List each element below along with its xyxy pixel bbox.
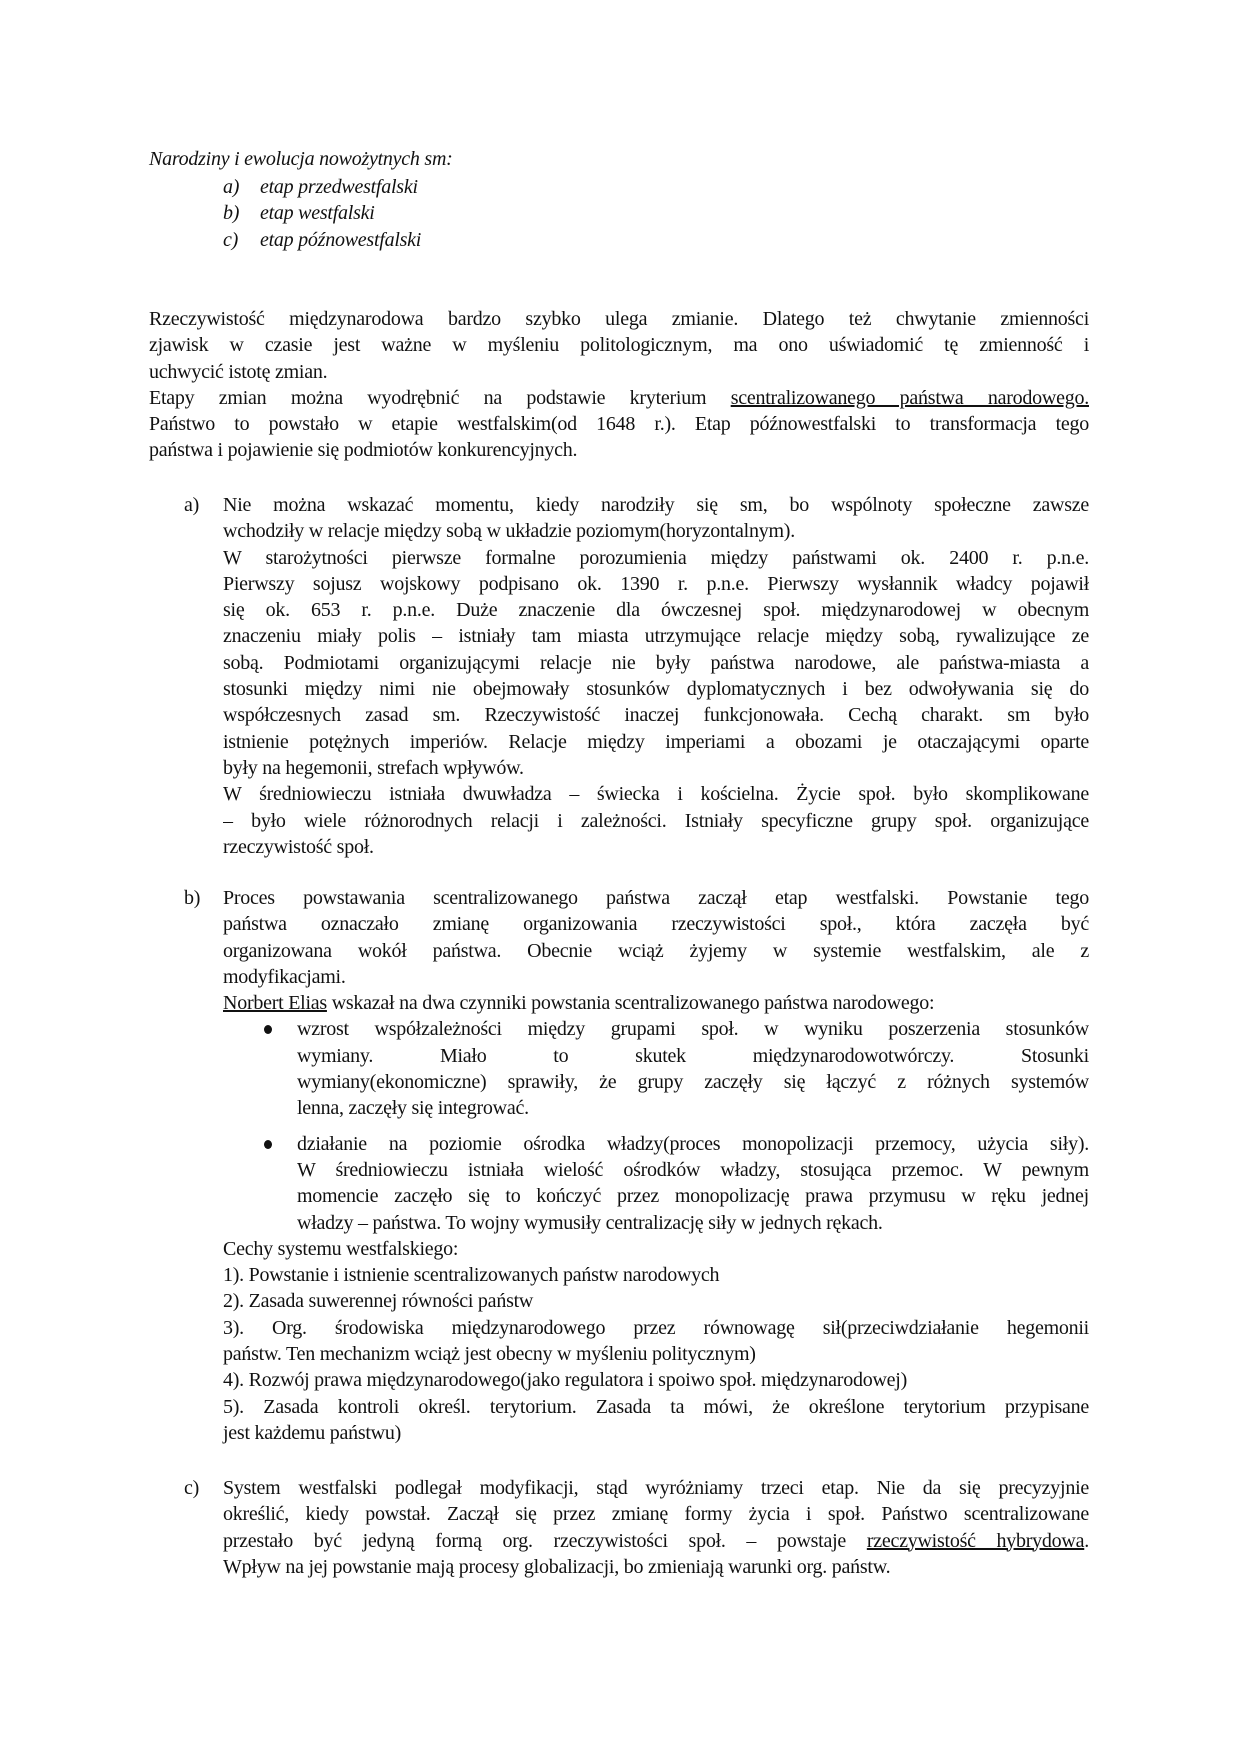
text-line	[149, 332, 1089, 358]
text-line	[223, 597, 1089, 623]
text-segment: działanie na poziomie ośrodka władzy(proces monopolizacji przemocy, użycia siły).	[297, 1132, 1089, 1155]
text-segment: Proces powstawania scentralizowanego państwa zaczął etap westfalski. Powstanie tego	[223, 887, 1089, 909]
text-line	[223, 729, 1089, 755]
text-segment: sobą. Podmiotami organizującymi relacje nie były państwa narodowe, ale państwa-miasta a	[223, 651, 1089, 674]
bullet-item	[297, 1016, 1089, 1121]
text-segment: współczesnych zasad sm. Rzeczywistość inaczej funkcjonowała. Cechą charakt. sm było	[223, 704, 1089, 727]
list-marker: c)	[223, 228, 239, 251]
text-line	[223, 676, 1089, 702]
text-line	[223, 1501, 1089, 1527]
text-line	[223, 755, 1089, 781]
text-line	[297, 1069, 1089, 1095]
text-line	[223, 702, 1089, 728]
section-c	[184, 1475, 1089, 1580]
text-line	[297, 1131, 1089, 1157]
text-segment: lenna, zaczęły się integrować.	[297, 1097, 529, 1120]
text-segment: wzrost współzależności między grupami społ. w wyniku poszerzenia stosunków	[297, 1018, 1089, 1041]
bullet-item	[297, 1131, 1089, 1236]
text-line	[149, 359, 1089, 385]
text-segment: wchodziły w relacje między sobą w układzie poziomym(horyzontalnym).	[223, 520, 795, 543]
list-text: etap westfalski	[260, 202, 375, 225]
list-marker: a)	[223, 176, 240, 198]
bullet-text	[297, 1131, 1089, 1236]
text-line	[223, 1528, 1089, 1554]
bullet-icon	[264, 1025, 272, 1034]
text-segment: Rzeczywistość międzynarodowa bardzo szybko ulega zmianie. Dlatego też chwytanie zmienności	[149, 308, 1089, 330]
text-segment: 3). Org. środowiska międzynarodowego przez równowagę sił(przeciwdziałanie hegemonii	[223, 1316, 1089, 1339]
text-line	[297, 1043, 1089, 1069]
section-b-body	[223, 885, 1089, 1016]
section-b	[184, 885, 1089, 1446]
text-segment: się ok. 653 r. p.n.e. Duże znaczenie dla ówczesnej społ. międzynarodowej w obecnym	[223, 599, 1089, 622]
text-line	[223, 1367, 1089, 1393]
text-line	[223, 650, 1089, 676]
text-line	[297, 1183, 1089, 1209]
underlined-term: rzeczywistość hybrydowa	[866, 1529, 1085, 1552]
text-segment: W starożytności pierwsze formalne porozumienia między państwami ok. 2400 r. p.n.e.	[223, 546, 1089, 569]
text-segment: – było wiele różnorodnych relacji i zależności. Istniały specyficzne grupy społ. organizujące	[223, 809, 1089, 832]
text-segment: 1). Powstanie i istnienie scentralizowanych państw narodowych	[223, 1264, 720, 1287]
text-line	[223, 1288, 1089, 1314]
section-a-body	[223, 492, 1089, 860]
text-line	[223, 1394, 1089, 1420]
document-heading: Narodziny i ewolucja nowożytnych sm:	[149, 148, 453, 170]
text-segment: określić, kiedy powstał. Zaczął się przez zmianę formy życia i społ. Państwo scentralizowane	[223, 1503, 1089, 1526]
text-line	[297, 1016, 1089, 1042]
text-segment: przestało być jedyną formą org. rzeczywistości społ. – powstaje	[223, 1529, 867, 1552]
section-marker: b)	[184, 887, 201, 909]
section-a	[184, 492, 1089, 860]
text-segment: Etapy zmian można wyodrębnić na podstawie kryterium	[149, 386, 731, 409]
text-line	[223, 911, 1089, 937]
text-segment: modyfikacjami.	[223, 965, 346, 988]
text-segment: 4). Rozwój prawa międzynarodowego(jako regulatora i spoiwo społ. międzynarodowej)	[223, 1369, 907, 1392]
bullet-icon	[264, 1140, 272, 1149]
text-segment: 2). Zasada suwerennej równości państw	[223, 1290, 534, 1313]
underlined-term: Norbert Elias	[223, 992, 327, 1015]
text-line	[297, 1095, 1089, 1121]
text-segment: Państwo to powstało w etapie westfalskim(od 1648 r.). Etap późnowestfalski to transformacja tego	[149, 413, 1089, 436]
text-line	[223, 1262, 1089, 1288]
list-text: etap późnowestfalski	[260, 228, 422, 251]
text-segment: jest każdemu państwu)	[223, 1421, 402, 1444]
text-segment: istnienie potężnych imperiów. Relacje między imperiami a obozami je otaczającymi oparte	[223, 730, 1089, 753]
text-segment: wskazał na dwa czynniki powstania scentralizowanego państwa narodowego:	[326, 992, 935, 1015]
text-segment: Pierwszy sojusz wojskowy podpisano ok. 1390 r. p.n.e. Pierwszy wysłannik władcy pojawił	[223, 572, 1089, 595]
text-line	[223, 938, 1089, 964]
text-line	[223, 1315, 1089, 1341]
text-line	[149, 306, 1089, 332]
text-line	[149, 411, 1089, 437]
westphalian-features	[223, 1236, 1089, 1446]
text-segment: organizowana wokół państwa. Obecnie wciąż żyjemy w systemie westfalskim, ale z	[223, 939, 1089, 962]
text-line	[223, 571, 1089, 597]
text-segment: znaczeniu miały polis – istniały tam miasta utrzymujące relacje między sobą, rywalizujące ze	[223, 625, 1089, 648]
text-line	[223, 492, 1089, 518]
section-c-body	[223, 1475, 1089, 1580]
text-line	[223, 1420, 1089, 1446]
text-line	[149, 437, 1089, 463]
list-marker: b)	[223, 202, 240, 225]
text-segment: W średniowieczu istniała dwuwładza – świecka i kościelna. Życie społ. było skomplikowane	[223, 783, 1089, 806]
text-segment: System westfalski podlegał modyfikacji, stąd wyróżniamy trzeci etap. Nie da się precyzyjnie	[223, 1477, 1089, 1499]
text-segment: Wpływ na jej powstanie mają procesy globalizacji, bo zmieniają warunki org. państw.	[223, 1555, 891, 1578]
text-segment: wymiany(ekonomiczne) sprawiły, że grupy zaczęły się łączyć z różnych systemów	[297, 1071, 1089, 1094]
text-line	[223, 1341, 1089, 1367]
text-segment: stosunki między nimi nie obejmowały stosunków dyplomatycznych i bez odwoływania się do	[223, 678, 1089, 701]
text-segment: państwa oznaczało zmianę organizowania rzeczywistości społ., która zaczęła być	[223, 913, 1089, 936]
text-segment: uchwycić istotę zmian.	[149, 360, 328, 383]
section-marker: c)	[184, 1477, 200, 1499]
list-text: etap przedwestfalski	[260, 176, 418, 198]
text-segment: Cechy systemu westfalskiego:	[223, 1237, 459, 1260]
text-line	[223, 518, 1089, 544]
text-segment: państwa i pojawienie się podmiotów konkurencyjnych.	[149, 439, 578, 462]
text-line	[223, 545, 1089, 571]
underlined-term: scentralizowanego państwa narodowego.	[730, 386, 1089, 409]
text-line	[223, 623, 1089, 649]
text-segment: Nie można wskazać momentu, kiedy narodziły się sm, bo wspólnoty społeczne zawsze	[223, 494, 1089, 516]
text-line	[223, 808, 1089, 834]
text-line	[223, 964, 1089, 990]
text-segment: były na hegemonii, strefach wpływów.	[223, 756, 524, 779]
text-line	[223, 1554, 1089, 1580]
text-segment: wymiany. Miało to skutek międzynarodowotwórczy. Stosunki	[297, 1044, 1089, 1067]
text-segment: władzy – państwa. To wojny wymusiły centralizację siły w jednych rękach.	[297, 1211, 883, 1234]
intro-section	[149, 306, 1089, 464]
text-segment: W średniowieczu istniała wielość ośrodków władzy, stosująca przemoc. W pewnym	[297, 1158, 1089, 1181]
text-segment: państw. Ten mechanizm wciąż jest obecny w myśleniu politycznym)	[223, 1343, 756, 1366]
bullet-text	[297, 1016, 1089, 1121]
text-line	[223, 1236, 1089, 1262]
text-line	[149, 385, 1089, 411]
text-segment: rzeczywistość społ.	[223, 835, 374, 858]
text-line	[223, 834, 1089, 860]
text-segment: momencie zaczęło się to kończyć przez monopolizację prawa przymusu w ręku jednej	[297, 1185, 1089, 1208]
section-marker: a)	[184, 494, 200, 516]
text-line	[223, 781, 1089, 807]
text-segment: 5). Zasada kontroli określ. terytorium. Zasada ta mówi, że określone terytorium przypisane	[223, 1395, 1089, 1418]
text-segment: zjawisk w czasie jest ważne w myśleniu politologicznym, ma ono uświadomić tę zmienność i	[149, 334, 1089, 357]
text-line	[223, 990, 1089, 1016]
text-line	[297, 1210, 1089, 1236]
text-line	[223, 1475, 1089, 1501]
text-line	[223, 885, 1089, 911]
text-line	[297, 1157, 1089, 1183]
text-segment: .	[1084, 1529, 1089, 1552]
